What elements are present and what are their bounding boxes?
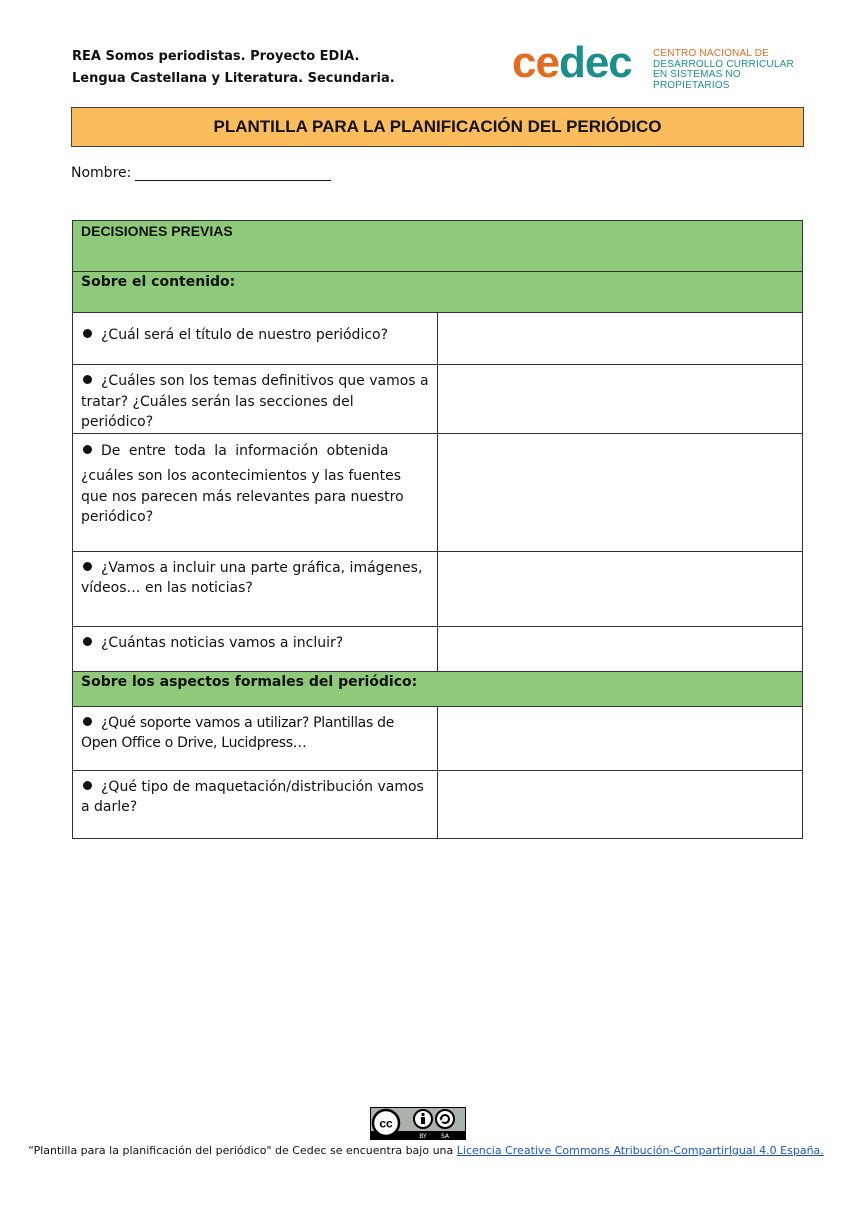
document-header [72, 46, 395, 90]
nombre-label: Nombre: [71, 165, 132, 181]
footer-text: “Plantilla para la planificación del periódico" de Cedec se encuentra bajo una [28, 1144, 454, 1157]
bullet-icon [83, 445, 92, 454]
badge-by-text: BY [419, 1133, 427, 1140]
page-title: PLANTILLA PARA LA PLANIFICACIÓN DEL PERIÓDICO [71, 107, 804, 147]
question-cell [73, 313, 438, 365]
question-cell [73, 365, 438, 434]
section-header-row [73, 671, 803, 706]
section-header-row [73, 272, 803, 313]
bullet-icon [83, 375, 92, 384]
nombre-field [71, 165, 331, 181]
logo-subtitle [653, 49, 812, 91]
question-text: ¿Cuántas noticias vamos a incluir? [101, 634, 344, 651]
question-text: ¿Cuál será el título de nuestro periódico? [101, 327, 389, 343]
table-main-header-row [73, 221, 803, 272]
question-text-continued: ¿cuáles son los acontecimientos y las fuentes que nos parecen más relevantes para nuestro periódico? [81, 468, 404, 525]
bullet-icon [83, 717, 92, 726]
question-text: De entre toda la información obtenida [101, 442, 389, 459]
question-text: ¿Qué tipo de maquetación/distribución vamos a darle? [81, 778, 424, 815]
answer-cell[interactable] [438, 433, 803, 551]
logo-word: cedec [512, 38, 632, 87]
answer-cell[interactable] [438, 626, 803, 671]
question-cell [73, 551, 438, 626]
question-cell [73, 433, 438, 551]
table-row [73, 433, 803, 551]
table-row [73, 365, 803, 434]
section-header-content: Sobre el contenido: [73, 272, 803, 313]
nombre-blank-line[interactable] [135, 166, 331, 181]
license-link[interactable]: Licencia Creative Commons Atribución-CompartirIgual 4.0 España. [456, 1144, 824, 1157]
badge-sa-text: SA [440, 1133, 450, 1140]
header-line-2: Lengua Castellana y Literatura. Secundaria. [72, 71, 395, 86]
bullet-icon [83, 637, 92, 646]
table-main-header: DECISIONES PREVIAS [73, 221, 803, 272]
planning-table [72, 220, 803, 839]
question-text: ¿Vamos a incluir una parte gráfica, imágenes, vídeos… en las noticias? [81, 559, 423, 596]
question-cell [73, 706, 438, 770]
table-row [73, 551, 803, 626]
answer-cell[interactable] [438, 551, 803, 626]
answer-cell[interactable] [438, 313, 803, 365]
bullet-icon [83, 562, 92, 571]
section-header-formal: Sobre los aspectos formales del periódico: [73, 671, 803, 706]
bullet-icon [83, 781, 92, 790]
answer-cell[interactable] [438, 365, 803, 434]
header-line-1: REA Somos periodistas. Proyecto EDIA. [72, 49, 360, 64]
table-row [73, 706, 803, 770]
question-text: ¿Cuáles son los temas definitivos que vamos a tratar? ¿Cuáles serán las secciones del periódico? [81, 373, 429, 430]
cc-by-sa-badge-icon [370, 1107, 466, 1140]
license-footer [0, 1144, 852, 1157]
answer-cell[interactable] [438, 706, 803, 770]
logo-sub-3: EN SISTEMAS NO PROPIETARIOS [653, 69, 741, 91]
table-row [73, 313, 803, 365]
question-cell [73, 770, 438, 838]
cedec-logo [512, 38, 812, 91]
logo-sub-2: DESARROLLO CURRICULAR [653, 58, 794, 70]
svg-text:cc: cc [379, 1116, 393, 1131]
question-cell [73, 626, 438, 671]
table-row [73, 626, 803, 671]
logo-sub-1: CENTRO NACIONAL DE [653, 48, 770, 59]
bullet-icon [83, 329, 92, 338]
answer-cell[interactable] [438, 770, 803, 838]
table-row [73, 770, 803, 838]
question-text: ¿Qué soporte vamos a utilizar? Plantillas de Open Office o Drive, Lucidpress… [81, 714, 395, 751]
